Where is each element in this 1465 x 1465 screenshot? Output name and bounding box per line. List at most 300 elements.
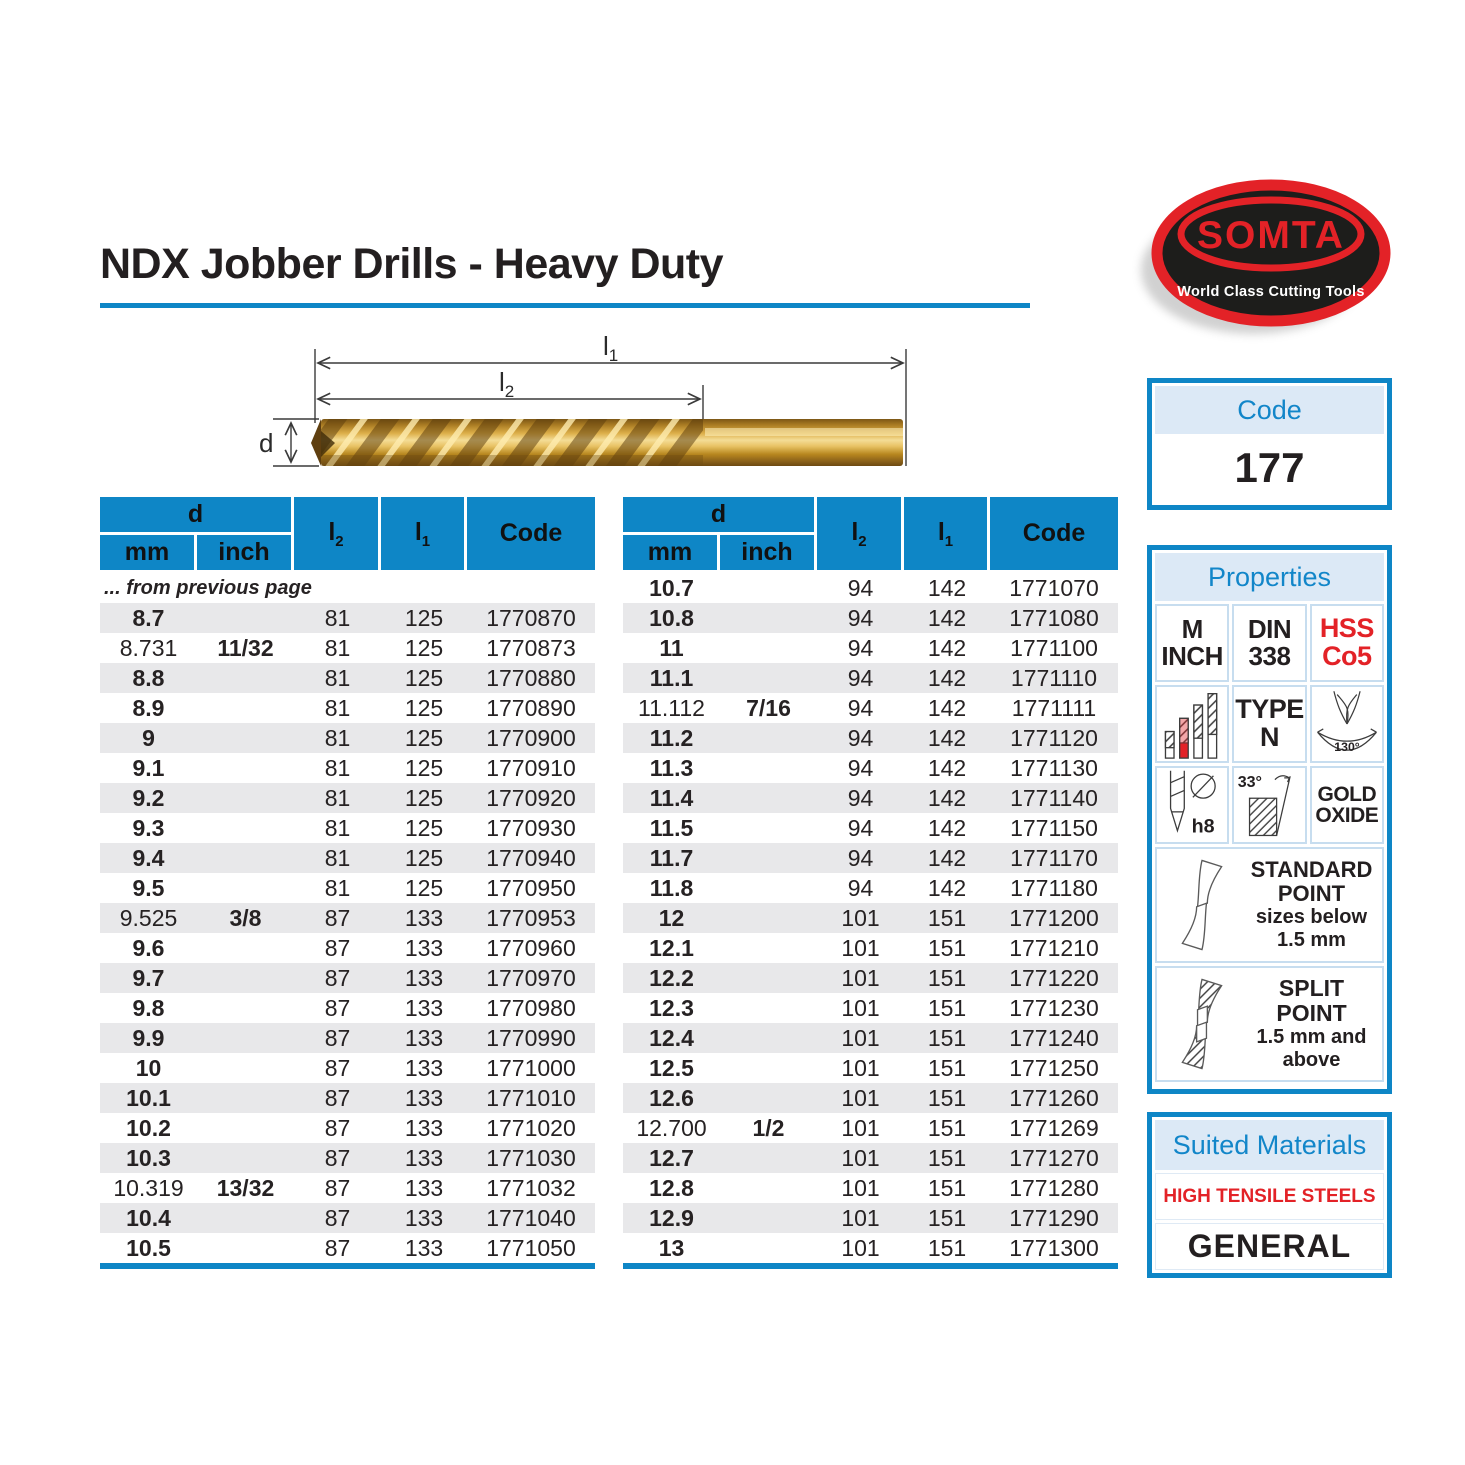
cell-l2: 94 <box>847 664 874 691</box>
table-row <box>100 633 595 663</box>
table-row <box>100 663 595 693</box>
property-size-range <box>1155 685 1229 763</box>
cell-code: 1771020 <box>486 1114 576 1141</box>
cell-l2: 101 <box>841 904 880 931</box>
standard-point-icon <box>1161 853 1243 957</box>
table-row <box>623 603 1118 633</box>
drill-bit-image <box>295 407 903 477</box>
cell-l2: 94 <box>847 814 874 841</box>
cell-l2: 94 <box>847 694 874 721</box>
cell-mm: 10.319 <box>113 1174 184 1201</box>
cell-code: 1770980 <box>486 994 576 1021</box>
split-point-icon <box>1161 972 1243 1076</box>
cell-l2: 87 <box>324 1024 351 1051</box>
cell-inch <box>197 1233 294 1263</box>
cell-l1: 151 <box>927 1084 967 1111</box>
cell-code: 1771080 <box>1009 604 1099 631</box>
cell-inch <box>720 873 817 903</box>
cell-inch <box>197 1053 294 1083</box>
cell-code: 1771000 <box>486 1054 576 1081</box>
cell-mm: 10.4 <box>126 1204 171 1231</box>
suited-materials-header: Suited Materials <box>1155 1120 1384 1170</box>
cell-l1: 133 <box>404 1204 444 1231</box>
cell-l1: 125 <box>404 724 444 751</box>
cell-inch <box>720 813 817 843</box>
cell-l2: 87 <box>324 1144 351 1171</box>
cell-l2: 94 <box>847 724 874 751</box>
cell-l2: 87 <box>324 1234 351 1261</box>
table-row <box>100 1113 595 1143</box>
cell-mm: 12.5 <box>649 1054 694 1081</box>
cell-mm: 10.2 <box>126 1114 171 1141</box>
title-underline <box>100 303 1030 308</box>
cell-inch <box>197 723 294 753</box>
table-row <box>623 993 1118 1023</box>
cell-mm: 11.2 <box>649 724 694 751</box>
cell-code: 1770873 <box>486 634 576 661</box>
properties-grid <box>1155 604 1384 844</box>
cell-l1: 142 <box>927 694 967 721</box>
split-point-text: SPLIT POINT 1.5 mm and above <box>1256 974 1367 1072</box>
cell-code: 1771270 <box>1009 1144 1099 1171</box>
property-tolerance <box>1155 766 1229 844</box>
cell-code: 1771280 <box>1009 1174 1099 1201</box>
cell-inch: 11/32 <box>217 634 274 661</box>
tolerance-value: h8 <box>1191 815 1215 838</box>
col-header-code: Code <box>990 497 1118 573</box>
cell-l1: 133 <box>404 904 444 931</box>
cell-l2: 81 <box>324 694 351 721</box>
table-row <box>623 963 1118 993</box>
cell-mm: 8.8 <box>132 664 165 691</box>
cell-l1: 133 <box>404 1114 444 1141</box>
table-row <box>623 1203 1118 1233</box>
cell-inch <box>720 723 817 753</box>
cell-inch <box>197 663 294 693</box>
cell-inch <box>197 783 294 813</box>
cell-code: 1771180 <box>1010 874 1098 901</box>
cell-inch <box>197 753 294 783</box>
table-row <box>623 1173 1118 1203</box>
cell-inch <box>197 873 294 903</box>
cell-mm: 8.9 <box>132 694 165 721</box>
cell-inch <box>720 993 817 1023</box>
cell-l2: 101 <box>841 1234 880 1261</box>
cell-mm: 11.1 <box>649 664 694 691</box>
cell-inch <box>720 1023 817 1053</box>
cell-mm: 9.6 <box>132 934 165 961</box>
cell-code: 1770990 <box>486 1024 576 1051</box>
cell-code: 1771070 <box>1009 574 1099 601</box>
cell-code: 1771230 <box>1009 994 1099 1021</box>
cell-mm: 10.7 <box>649 574 694 601</box>
cell-code: 1770890 <box>486 694 576 721</box>
cell-inch: 7/16 <box>746 694 791 721</box>
cell-mm: 8.7 <box>132 604 165 631</box>
cell-code: 1771140 <box>1010 784 1098 811</box>
cell-l2: 94 <box>847 574 874 601</box>
cell-code: 1771290 <box>1009 1204 1099 1231</box>
cell-mm: 12.6 <box>649 1084 694 1111</box>
cell-l1: 142 <box>927 724 967 751</box>
cell-code: 1771170 <box>1010 844 1098 871</box>
table-row <box>100 693 595 723</box>
cell-mm: 11 <box>659 634 684 661</box>
cell-mm: 11.3 <box>649 754 694 781</box>
code-box <box>1147 378 1392 510</box>
cell-code: 1771111 <box>1011 694 1097 721</box>
cell-inch <box>720 1173 817 1203</box>
standard-point-cell <box>1155 847 1384 963</box>
table-row <box>100 783 595 813</box>
cell-mm: 9.1 <box>132 754 165 781</box>
table-row <box>623 783 1118 813</box>
cell-mm: 9.7 <box>132 964 165 991</box>
cell-code: 1771250 <box>1009 1054 1099 1081</box>
cell-mm: 9.8 <box>132 994 165 1021</box>
cell-l1: 125 <box>404 874 444 901</box>
cell-l2: 87 <box>324 1114 351 1141</box>
cell-code: 1771032 <box>486 1174 576 1201</box>
cell-code: 1770970 <box>486 964 576 991</box>
cell-mm: 11.7 <box>649 844 694 871</box>
col-header-inch: inch <box>720 535 817 573</box>
series-code: 177 <box>1234 444 1305 491</box>
cell-l2: 94 <box>847 604 874 631</box>
cell-l1: 125 <box>404 814 444 841</box>
cell-code: 1770900 <box>486 724 576 751</box>
table-row <box>100 813 595 843</box>
table-row <box>100 1053 595 1083</box>
col-header-mm: mm <box>623 535 720 573</box>
cell-l2: 101 <box>841 1114 880 1141</box>
cell-l2: 81 <box>324 634 351 661</box>
cell-l1: 151 <box>927 904 967 931</box>
cell-inch <box>720 753 817 783</box>
cell-mm: 9.3 <box>132 814 165 841</box>
cell-code: 1770870 <box>486 604 576 631</box>
cell-inch: 1/2 <box>752 1114 785 1141</box>
somta-logo <box>1125 168 1425 348</box>
property-point-angle <box>1310 685 1384 763</box>
cell-mm: 10.5 <box>126 1234 171 1261</box>
cell-code: 1771030 <box>486 1144 576 1171</box>
size-table-right <box>623 497 1118 1269</box>
table-row <box>623 693 1118 723</box>
table-row <box>100 903 595 933</box>
cell-mm: 9.9 <box>132 1024 165 1051</box>
cell-mm: 12 <box>658 904 685 931</box>
properties-box <box>1147 545 1392 1094</box>
table-row <box>100 753 595 783</box>
cell-inch <box>197 1203 294 1233</box>
cell-inch <box>720 843 817 873</box>
cell-inch <box>720 933 817 963</box>
table-row <box>100 1083 595 1113</box>
point-angle-icon <box>1312 688 1382 760</box>
cell-l2: 101 <box>841 1084 880 1111</box>
table-row <box>623 1053 1118 1083</box>
cell-inch <box>720 573 817 603</box>
cell-inch <box>197 1113 294 1143</box>
cell-l1: 142 <box>927 754 967 781</box>
cell-inch <box>720 783 817 813</box>
cell-l1: 125 <box>404 604 444 631</box>
table-row <box>623 1143 1118 1173</box>
cell-l2: 94 <box>847 784 874 811</box>
cell-inch <box>720 1053 817 1083</box>
property-finish: GOLD OXIDE <box>1310 766 1384 844</box>
table-row <box>623 843 1118 873</box>
cell-l2: 101 <box>841 1204 880 1231</box>
table-row <box>623 723 1118 753</box>
table-row <box>623 903 1118 933</box>
cell-l1: 151 <box>927 934 967 961</box>
cell-l1: 142 <box>927 784 967 811</box>
cell-l2: 87 <box>324 934 351 961</box>
cell-mm: 11.5 <box>649 814 694 841</box>
cell-l2: 94 <box>847 874 874 901</box>
cell-l2: 87 <box>324 904 351 931</box>
cell-code: 1771210 <box>1009 934 1099 961</box>
cell-mm: 12.1 <box>649 934 694 961</box>
cell-code: 1770940 <box>486 844 576 871</box>
cell-l1: 151 <box>927 964 967 991</box>
table-row <box>100 1233 595 1263</box>
cell-l1: 151 <box>927 1054 967 1081</box>
l1-label: $l_1$ <box>603 335 619 365</box>
property-type-n: TYPE N <box>1232 685 1306 763</box>
cell-inch <box>720 1203 817 1233</box>
col-header-d: d <box>100 497 294 535</box>
cell-l2: 81 <box>324 664 351 691</box>
logo-tagline-text: World Class Cutting Tools <box>1177 284 1365 300</box>
cell-mm: 12.8 <box>649 1174 694 1201</box>
cell-code: 1771269 <box>1009 1114 1099 1141</box>
cell-l1: 142 <box>927 844 967 871</box>
cell-l2: 101 <box>841 1054 880 1081</box>
cell-code: 1771260 <box>1009 1084 1099 1111</box>
cell-mm: 12.3 <box>649 994 694 1021</box>
cell-inch <box>720 963 817 993</box>
cell-l2: 87 <box>324 1174 351 1201</box>
cell-l2: 81 <box>324 814 351 841</box>
cell-l1: 142 <box>927 604 967 631</box>
col-header-d: d <box>623 497 817 535</box>
table-row <box>100 603 595 633</box>
suited-materials-box <box>1147 1112 1392 1278</box>
table-row <box>623 813 1118 843</box>
cell-inch <box>197 933 294 963</box>
cell-inch <box>720 1083 817 1113</box>
cell-mm: 12.700 <box>636 1114 707 1141</box>
cell-inch <box>720 603 817 633</box>
cell-l2: 101 <box>841 964 880 991</box>
cell-l2: 94 <box>847 754 874 781</box>
cell-mm: 12.7 <box>649 1144 694 1171</box>
table-row <box>100 723 595 753</box>
col-header-l1: $l_1$ <box>381 497 467 573</box>
cell-inch <box>197 843 294 873</box>
cell-l2: 81 <box>324 844 351 871</box>
cell-l2: 81 <box>324 724 351 751</box>
cell-l2: 101 <box>841 1144 880 1171</box>
table-row <box>623 633 1118 663</box>
cell-inch <box>720 1233 817 1263</box>
cell-code: 1771010 <box>486 1084 576 1111</box>
cell-l1: 142 <box>927 814 967 841</box>
cell-mm: 11.112 <box>638 694 705 721</box>
cell-mm: 12.4 <box>649 1024 694 1051</box>
cell-l2: 101 <box>841 934 880 961</box>
cell-inch <box>720 903 817 933</box>
table-row <box>100 573 595 603</box>
cell-l2: 87 <box>324 1084 351 1111</box>
cell-inch <box>720 663 817 693</box>
cell-inch <box>720 633 817 663</box>
drill-diagram <box>255 335 915 485</box>
cell-code: 1770950 <box>486 874 576 901</box>
cell-inch <box>197 993 294 1023</box>
material-high-tensile-steels: HIGH TENSILE STEELS <box>1163 1185 1376 1207</box>
cell-inch <box>720 1143 817 1173</box>
table-row <box>623 933 1118 963</box>
cell-code: 1771240 <box>1009 1024 1099 1051</box>
cell-l1: 151 <box>927 1204 967 1231</box>
logo-brand-text: SOMTA <box>1197 214 1345 257</box>
cell-inch <box>197 1083 294 1113</box>
cell-inch <box>197 1143 294 1173</box>
table-row <box>623 1233 1118 1263</box>
cell-l1: 151 <box>927 1114 967 1141</box>
cell-mm: 11.8 <box>649 874 694 901</box>
cell-l1: 125 <box>404 844 444 871</box>
cell-l1: 151 <box>927 1174 967 1201</box>
cell-code: 1771200 <box>1009 904 1099 931</box>
cell-l1: 133 <box>404 1234 444 1261</box>
table-row <box>623 873 1118 903</box>
table-row <box>100 993 595 1023</box>
cell-code: 1771110 <box>1010 664 1098 691</box>
cell-l2: 81 <box>324 754 351 781</box>
cell-l2: 81 <box>324 604 351 631</box>
cell-mm: 11.4 <box>649 784 694 811</box>
cell-code: 1771150 <box>1010 814 1098 841</box>
table-row <box>100 1173 595 1203</box>
helix-angle-icon <box>1236 769 1302 841</box>
cell-code: 1771300 <box>1009 1234 1099 1261</box>
cell-code: 1770953 <box>486 904 576 931</box>
cell-code: 1770930 <box>486 814 576 841</box>
property-measure-system: M INCH <box>1155 604 1229 682</box>
cell-l2: 101 <box>841 994 880 1021</box>
cell-mm: 9 <box>142 724 155 751</box>
cell-l1: 142 <box>927 574 967 601</box>
cell-l2: 81 <box>324 874 351 901</box>
cell-mm: 9.4 <box>132 844 165 871</box>
properties-header: Properties <box>1155 553 1384 601</box>
cell-inch: 13/32 <box>216 1174 275 1201</box>
table-row <box>100 843 595 873</box>
table-row <box>623 753 1118 783</box>
l2-label: $l_2$ <box>499 367 515 401</box>
suited-material-item <box>1155 1223 1384 1270</box>
table-row <box>623 1083 1118 1113</box>
cell-l1: 142 <box>927 874 967 901</box>
table-row <box>623 1113 1118 1143</box>
table-row <box>100 873 595 903</box>
cell-l2: 87 <box>324 1054 351 1081</box>
cell-l1: 142 <box>927 664 967 691</box>
page-title: NDX Jobber Drills - Heavy Duty <box>100 240 724 288</box>
cell-code: 1770920 <box>486 784 576 811</box>
col-header-mm: mm <box>100 535 197 573</box>
cell-inch <box>197 603 294 633</box>
cell-l2: 87 <box>324 964 351 991</box>
cell-code: 1770880 <box>486 664 576 691</box>
material-general: GENERAL <box>1187 1228 1352 1264</box>
point-angle-value: 130° <box>1334 740 1360 754</box>
cell-code: 1771100 <box>1010 634 1098 661</box>
cell-inch <box>197 693 294 723</box>
cell-mm: 9.5 <box>132 874 165 901</box>
table-row <box>100 963 595 993</box>
diameter-tolerance-icon <box>1160 769 1224 841</box>
cell-code: 1771050 <box>486 1234 576 1261</box>
cell-l1: 125 <box>404 694 444 721</box>
cell-code: 1770910 <box>486 754 576 781</box>
col-header-code: Code <box>467 497 595 573</box>
cell-l1: 151 <box>927 1024 967 1051</box>
cell-code: 1771120 <box>1010 724 1098 751</box>
property-material-hss-co5: HSS Co5 <box>1310 604 1384 682</box>
table-row <box>100 1203 595 1233</box>
cell-l1: 133 <box>404 1024 444 1051</box>
property-helix-angle <box>1232 766 1306 844</box>
table-row <box>623 573 1118 603</box>
cell-l1: 133 <box>404 1084 444 1111</box>
cell-l1: 125 <box>404 784 444 811</box>
col-header-inch: inch <box>197 535 294 573</box>
cell-inch <box>197 963 294 993</box>
drill-set-icon <box>1161 688 1223 760</box>
cell-l1: 133 <box>404 1054 444 1081</box>
cell-l2: 94 <box>847 634 874 661</box>
cell-inch: 3/8 <box>229 904 262 931</box>
cell-mm: 10 <box>135 1054 162 1081</box>
cell-l1: 125 <box>404 754 444 781</box>
cell-l1: 133 <box>404 1174 444 1201</box>
cell-l1: 133 <box>404 934 444 961</box>
cell-code: 1771130 <box>1010 754 1098 781</box>
cell-inch <box>197 813 294 843</box>
cell-l2: 94 <box>847 844 874 871</box>
cell-l2: 101 <box>841 1174 880 1201</box>
cell-l1: 151 <box>927 1144 967 1171</box>
col-header-l2: $l_2$ <box>294 497 381 573</box>
cell-l1: 133 <box>404 1144 444 1171</box>
cell-code: 1770960 <box>486 934 576 961</box>
cell-code: 1771220 <box>1009 964 1099 991</box>
cell-code: 1771040 <box>486 1204 576 1231</box>
cell-mm: 9.525 <box>119 904 178 931</box>
table-row <box>623 663 1118 693</box>
cell-l1: 125 <box>404 634 444 661</box>
code-box-header: Code <box>1155 386 1384 434</box>
cell-l1: 125 <box>404 664 444 691</box>
cell-mm: 10.3 <box>126 1144 171 1171</box>
cell-mm: 12.2 <box>649 964 694 991</box>
